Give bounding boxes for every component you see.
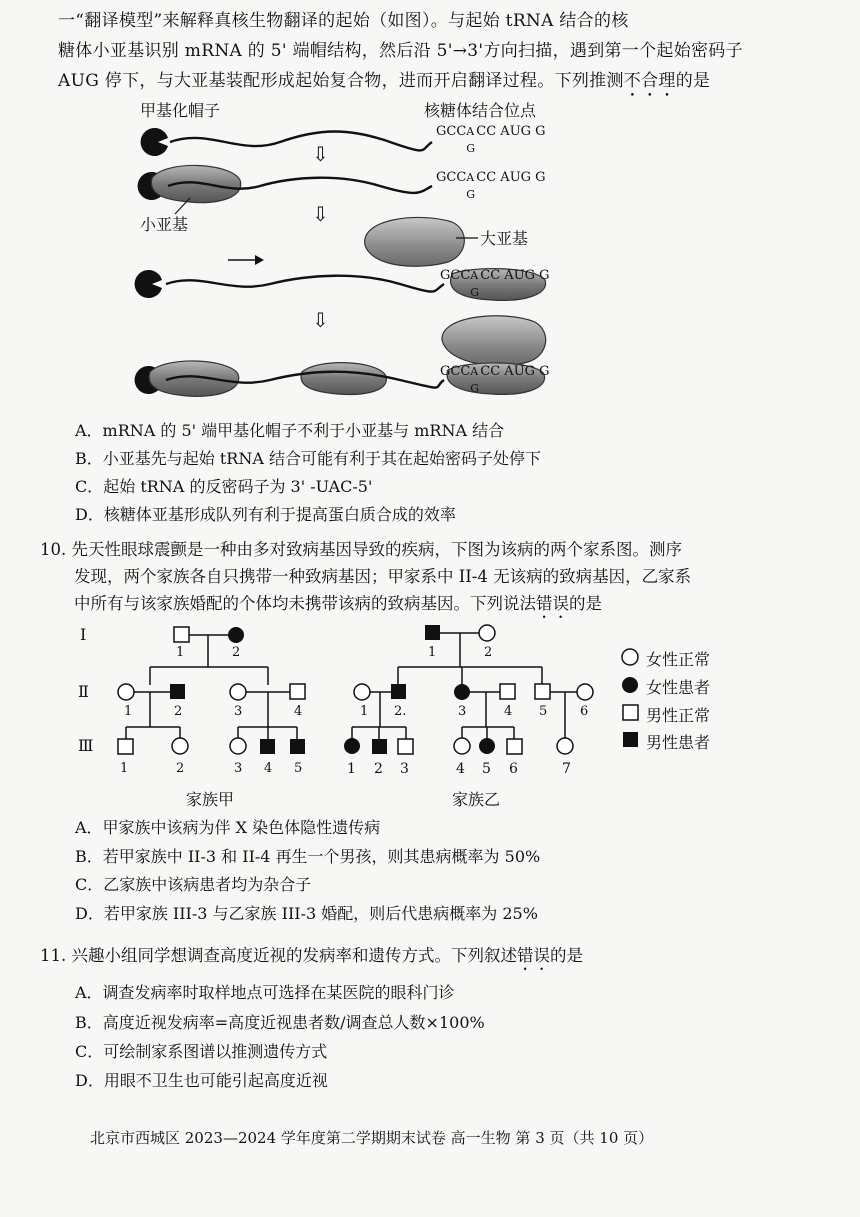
methyl-cap-icon [135,270,162,298]
ribosome-binding-site-label: 核糖体结合位点 [424,101,537,120]
generation-I-label: I [80,625,87,644]
intro-line-3: AUG 停下，与大亚基装配形成起始复合物，进而开启翻译过程。下列推测不合理的是 [58,71,711,91]
a-II-3: 3 [234,704,243,719]
sequence-row-2: GCC A G CC AUG G [436,170,546,201]
b-II-2: 2. [394,704,407,719]
sequence-row-3: GCC A G CC AUG G [440,268,550,299]
b-II-3: 3 [458,704,467,719]
translation-initiation-diagram [0,0,860,420]
q11-stem: 11. 兴趣小组同学想调查高度近视的发病率和遗传方式。下列叙述错误的是 [40,946,583,965]
generation-II-label: Ⅱ [78,682,89,701]
male-normal-symbol [174,627,189,642]
generation-III-label: Ⅲ [78,736,94,755]
female-normal-symbol [577,684,593,700]
female-normal-symbol [230,684,246,700]
a-III-2: 2 [176,761,185,776]
a-I-2: 2 [232,645,241,660]
emphasis-wrong: 错误 [536,594,569,613]
down-arrow-icon: ⇩ [312,308,329,332]
q9-option-c: C．起始 tRNA 的反密码子为 3' -UAC-5' [75,477,373,496]
a-I-1: 1 [176,645,185,660]
down-arrow-icon: ⇩ [312,142,329,166]
mrna-row-4 [135,316,546,397]
female-normal-symbol [230,738,246,754]
legend-male-affected: 男性患者 [646,733,711,752]
b-III-4: 4 [456,761,465,777]
b-III-7: 7 [562,761,571,777]
legend-female-affected: 女性患者 [646,678,711,697]
small-subunit-shape [301,363,386,395]
male-affected-symbol [170,684,185,699]
male-normal-symbol [507,739,522,754]
methyl-cap-label: 甲基化帽子 [140,101,221,120]
q10-option-a: A．甲家族中该病为伴 X 染色体隐性遗传病 [75,818,381,837]
q10-line-1: 10. 先天性眼球震颤是一种由多对致病基因导致的疾病，下图为该病的两个家系图。测序 [40,540,682,559]
mrna-strand [166,276,444,292]
female-normal-symbol [479,625,495,641]
male-normal-symbol [290,684,305,699]
b-III-6: 6 [509,761,518,777]
small-subunit-shape [149,361,239,396]
q9-option-b: B．小亚基先与起始 tRNA 结合可能有利于其在起始密码子处停下 [75,449,541,468]
b-I-1: 1 [428,645,437,660]
intro-line-1: 一“翻译模型”来解释真核生物翻译的起始（如图）。与起始 tRNA 结合的核 [58,11,629,31]
male-normal-symbol [398,739,413,754]
large-subunit-shape [442,316,546,366]
large-subunit-shape [365,217,465,266]
q10-option-c: C．乙家族中该病患者均为杂合子 [75,875,312,894]
q11-option-c: C．可绘制家系图谱以推测遗传方式 [75,1042,328,1061]
q11-option-d: D．用眼不卫生也可能引起高度近视 [75,1071,328,1090]
q10-line-2: 发现，两个家族各自只携带一种致病基因；甲家系中 II-4 无该病的致病基因，乙家系 [74,567,692,586]
female-normal-symbol [172,738,188,754]
male-normal-symbol [500,684,515,699]
b-II-1: 1 [360,704,369,719]
male-affected-symbol [260,739,275,754]
emphasis-wrong: 错误 [517,946,550,965]
legend-female-normal: 女性正常 [646,650,711,669]
b-II-6: 6 [580,704,589,719]
q10-line-3: 中所有与该家族婚配的个体均未携带该病的致病基因。下列说法错误的是 [74,594,602,613]
q9-option-d: D．核糖体亚基形成队列有利于提高蛋白质合成的效率 [75,505,456,524]
male-affected-symbol [372,739,387,754]
small-subunit-label: 小亚基 [140,215,189,234]
legend-male-affected-symbol [623,732,638,747]
emphasis-not-reasonable: 不合理 [623,71,676,91]
male-affected-symbol [425,625,440,640]
a-III-3: 3 [234,761,243,776]
a-II-2: 2 [174,704,183,719]
a-III-1: 1 [120,761,129,776]
page-footer: 北京市西城区 2023—2024 学年度第二学期期末试卷 高一生物 第 3 页（共 10 页） [90,1129,654,1147]
small-subunit-shape [151,165,240,202]
family-b-label: 家族乙 [452,790,501,809]
mrna-row-1 [141,128,432,156]
b-III-3: 3 [400,761,409,777]
q10-option-d: D．若甲家族 III-3 与乙家族 III-3 婚配，则后代患病概率为 25% [75,904,538,923]
male-normal-symbol [535,684,550,699]
q11-option-a: A．调查发病率时取样地点可选择在某医院的眼科门诊 [75,983,455,1002]
female-affected-symbol [454,684,470,700]
family-a-label: 家族甲 [186,790,235,809]
a-III-4: 4 [264,761,273,776]
sequence-row-1: GCC A G CC AUG G [436,124,546,155]
b-I-2: 2 [484,645,493,660]
mrna-strand [170,132,432,151]
female-normal-symbol [454,738,470,754]
male-normal-symbol [118,739,133,754]
b-III-2: 2 [374,761,383,777]
b-III-1: 1 [347,761,356,777]
legend-male-normal: 男性正常 [646,706,711,725]
a-II-4: 4 [294,704,303,719]
q11-option-b: B．高度近视发病率=高度近视患者数/调查总人数×100% [75,1013,485,1032]
down-arrow-icon: ⇩ [312,202,329,226]
legend-female-normal-symbol [622,649,638,665]
female-normal-symbol [557,738,573,754]
methyl-cap-icon [141,128,168,156]
female-affected-symbol [344,738,360,754]
large-subunit-label: 大亚基 [480,229,529,248]
legend-female-affected-symbol [622,677,638,693]
b-II-5: 5 [539,704,548,719]
female-normal-symbol [354,684,370,700]
a-III-5: 5 [294,761,303,776]
q9-option-a: A．mRNA 的 5' 端甲基化帽子不利于小亚基与 mRNA 结合 [75,421,505,440]
intro-line-2: 糖体小亚基识别 mRNA 的 5' 端帽结构，然后沿 5'→3'方向扫描，遇到第一个起始密码子 [58,41,743,61]
female-affected-symbol [228,627,244,643]
b-III-5: 5 [482,761,491,777]
b-II-4: 4 [504,704,513,719]
mrna-row-2 [138,165,432,214]
sequence-row-4: GCC A G CC AUG G [440,364,550,395]
legend-male-normal-symbol [623,705,638,720]
q10-option-b: B．若甲家族中 II-3 和 II-4 再生一个男孩，则其患病概率为 50% [75,847,541,866]
female-normal-symbol [118,684,134,700]
male-affected-symbol [290,739,305,754]
a-II-1: 1 [124,704,133,719]
male-affected-symbol [391,684,406,699]
female-affected-symbol [479,738,495,754]
